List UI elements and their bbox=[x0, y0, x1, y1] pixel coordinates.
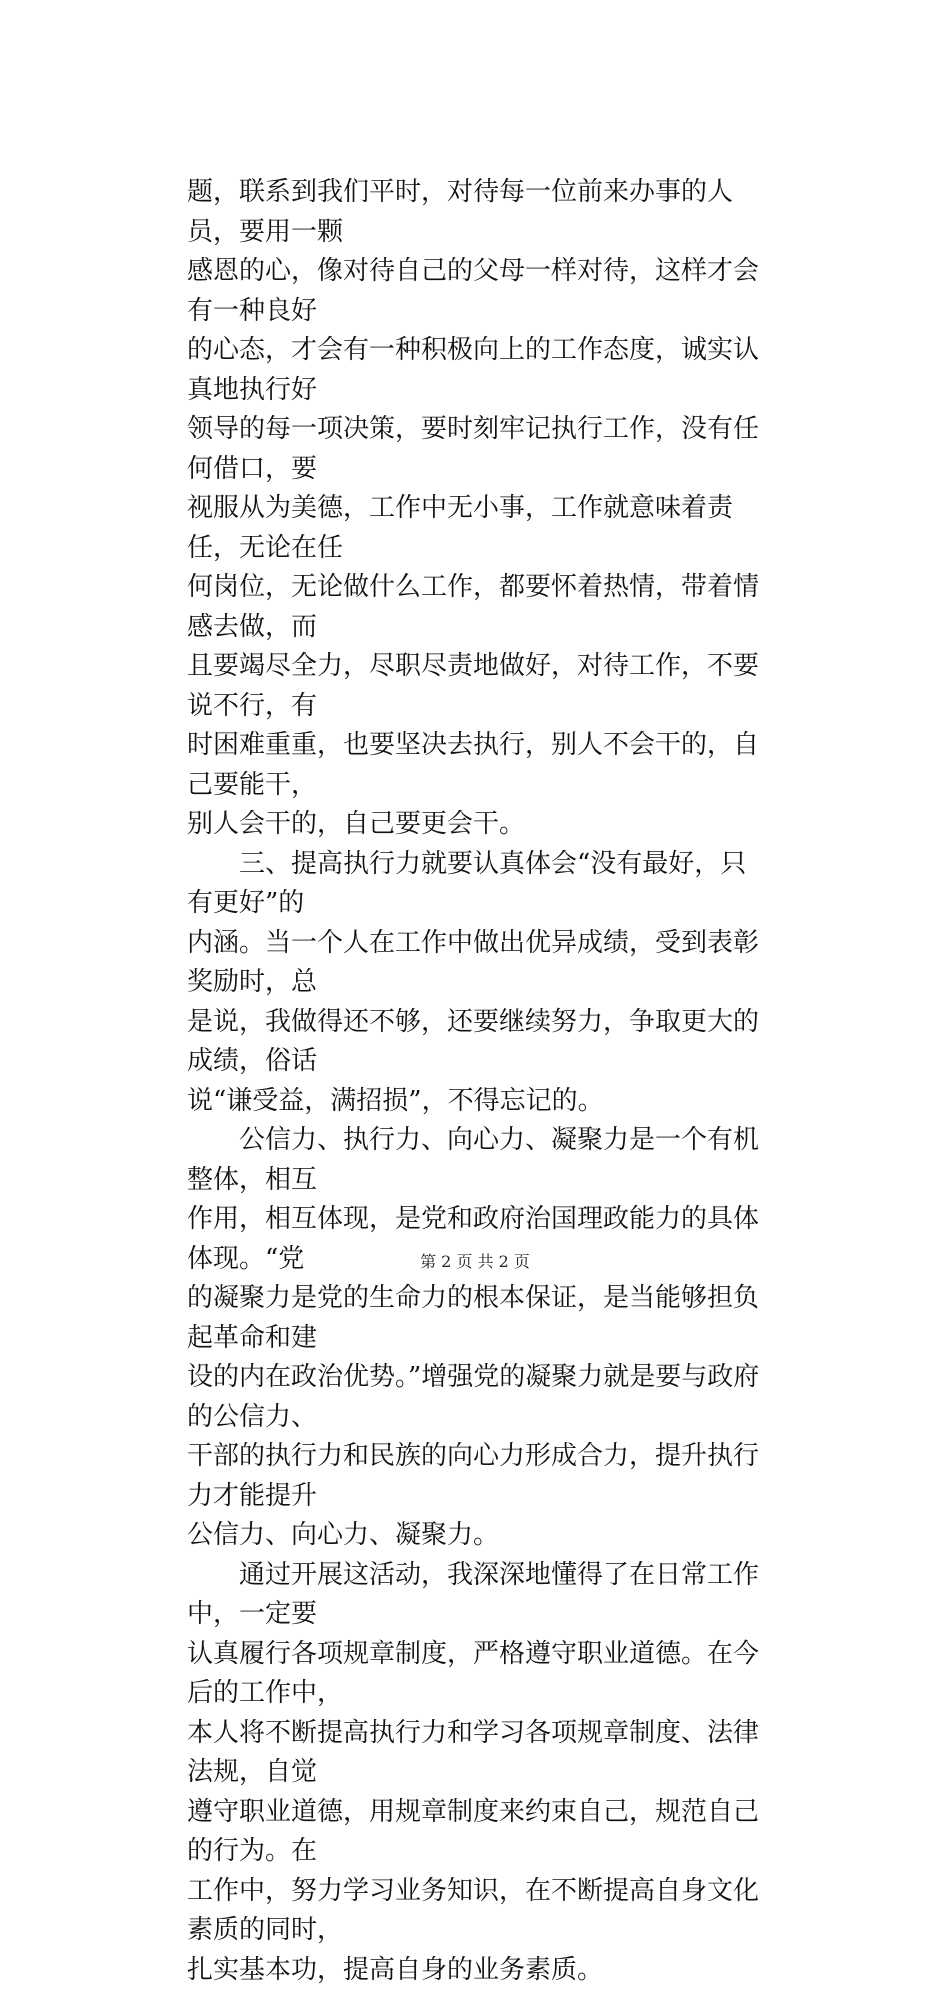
text-line: 设的内在政治优势。”增强党的凝聚力就是要与政府的公信力、 bbox=[187, 1358, 767, 1437]
text-line: 说“谦受益，满招损”，不得忘记的。 bbox=[187, 1082, 767, 1122]
text-line: 本人将不断提高执行力和学习各项规章制度、法律法规，自觉 bbox=[187, 1714, 767, 1793]
text-line: 领导的每一项决策，要时刻牢记执行工作，没有任何借口，要 bbox=[187, 410, 767, 489]
text-line: 干部的执行力和民族的向心力形成合力，提升执行力才能提升 bbox=[187, 1437, 767, 1516]
text-line: 是说，我做得还不够，还要继续努力，争取更大的成绩，俗话 bbox=[187, 1003, 767, 1082]
text-line: 别人会干的，自己要更会干。 bbox=[187, 805, 767, 845]
page-number-footer: 第 2 页 共 2 页 bbox=[0, 1249, 950, 1272]
text-line: 感恩的心，像对待自己的父母一样对待，这样才会有一种良好 bbox=[187, 252, 767, 331]
text-line: 时困难重重，也要坚决去执行，别人不会干的，自己要能干， bbox=[187, 726, 767, 805]
text-line: 工作中，努力学习业务知识，在不断提高自身文化素质的同时， bbox=[187, 1872, 767, 1951]
text-line: 扎实基本功，提高自身的业务素质。 bbox=[187, 1951, 767, 1990]
text-line: 的凝聚力是党的生命力的根本保证，是当能够担负起革命和建 bbox=[187, 1279, 767, 1358]
text-line: 作用，相互体现，是党和政府治国理政能力的具体体现。“党 bbox=[187, 1200, 767, 1279]
text-line: 且要竭尽全力，尽职尽责地做好，对待工作，不要说不行，有 bbox=[187, 647, 767, 726]
text-line: 遵守职业道德，用规章制度来约束自己，规范自己的行为。在 bbox=[187, 1793, 767, 1872]
text-line: 认真履行各项规章制度，严格遵守职业道德。在今后的工作中， bbox=[187, 1635, 767, 1714]
text-line: 公信力、执行力、向心力、凝聚力是一个有机整体，相互 bbox=[187, 1121, 767, 1200]
text-line: 的心态，才会有一种积极向上的工作态度，诚实认真地执行好 bbox=[187, 331, 767, 410]
text-line: 公信力、向心力、凝聚力。 bbox=[187, 1516, 767, 1556]
text-line: 题，联系到我们平时，对待每一位前来办事的人员，要用一颗 bbox=[187, 173, 767, 252]
text-line: 通过开展这活动，我深深地懂得了在日常工作中，一定要 bbox=[187, 1556, 767, 1635]
document-body bbox=[187, 173, 767, 1990]
text-line: 何岗位，无论做什么工作，都要怀着热情，带着情感去做，而 bbox=[187, 568, 767, 647]
text-line: 三、提高执行力就要认真体会“没有最好，只有更好”的 bbox=[187, 845, 767, 924]
text-line: 视服从为美德，工作中无小事，工作就意味着责任，无论在任 bbox=[187, 489, 767, 568]
text-line: 内涵。当一个人在工作中做出优异成绩，受到表彰奖励时，总 bbox=[187, 924, 767, 1003]
